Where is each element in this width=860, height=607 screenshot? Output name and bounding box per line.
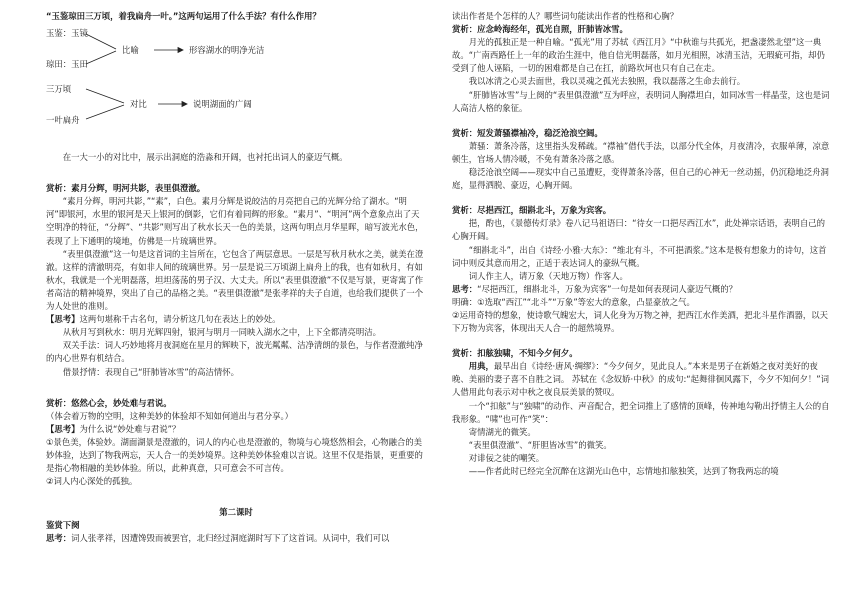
paragraph: ①景色美，体验妙。湖面湖景是澄澈的，词人的内心也是澄澈的，物境与心境悠然相会，心物融合的美妙体验，达到了物我两忘，天人合一的美妙境界。这种美妙体验难以言说。这里不仅是指景，更重要的是指心物相融的美妙体验。所以，此种真意，只可意会不可言传。 — [46, 436, 423, 474]
diagram-item-bianzhou: 一叶扁舟 — [46, 115, 80, 126]
paragraph: “细斟北斗”，出自《诗经·小雅·大东》：“维北有斗，不可挹酒浆。”这本是极有想象力的诗句，这首词中则反其意而用之，正适于表达词人的豪纵气概。 — [452, 244, 827, 268]
diagram-result-1: 形容湖水的明净光洁 — [189, 45, 265, 56]
paragraph: 对诽佞之徒的嘲笑。 — [468, 452, 545, 463]
paragraph — [452, 360, 832, 399]
section-heading: 赏析：素月分辉，明河共影，表里俱澄澈。 — [46, 183, 206, 194]
section-heading: 赏析：尽挹西江，细斟北斗，万象为宾客。 — [452, 205, 612, 216]
question-1: “玉鉴琼田三万顷，着我扁舟一叶。”这两句运用了什么手法？有什么作用？ — [46, 11, 321, 21]
think-label: 思考： — [46, 533, 72, 544]
section-heading: 鉴赏下阕 — [46, 520, 80, 531]
think-label: 【思考】 — [46, 314, 80, 325]
lesson-title: 第二课时 — [219, 507, 253, 518]
think-question — [452, 283, 832, 296]
paragraph: ——作者此时已经完全沉醉在这湖光山色中，忘情地扣舷独笑，达到了物我两忘的境 — [468, 466, 779, 476]
paragraph: 寄情湖光的微笑。 — [468, 426, 536, 437]
think-question — [46, 532, 426, 545]
paragraph: 我以冰清之心灵去面世，我以灵魂之孤光去独照，我以磊落之生命去前行。 — [468, 76, 746, 87]
think-label: 【思考】 — [46, 423, 80, 434]
think-text: 词人张孝祥，因遭馋毁而被罢官，北归经过洞庭湖时写下了这首词。从词中，我们可以 — [71, 533, 390, 544]
diagram-item-qiongtian: 琼田：玉田 — [46, 59, 88, 70]
paragraph: 挹，酌也，《景德传灯录》卷八记马祖语曰：“待女一口挹尽西江水”，此处禅宗话语，表明自己的心胸开阔。 — [452, 218, 826, 242]
paragraph: 明确：①选取“西江”“北斗”“万象”等宏大的意象，凸显豪放之气。 — [452, 296, 695, 307]
paragraph: 稳泛沧浪空阔——现实中自己虽遭贬，变得萧条冷落，但自己的心神无一丝动摇，仍沉稳地泛舟洞庭，显得洒脱、豪迈，心胸开阔。 — [452, 167, 829, 191]
paragraph: ②词人内心深处的孤独。 — [46, 476, 138, 487]
think-question — [46, 313, 426, 326]
paragraph: 在一大一小的对比中，展示出洞庭的浩淼和开阔，也衬托出词人的豪迈气概。 — [62, 152, 348, 163]
think-text: “尽挹西江，细斟北斗，万象为宾客”一句是如何表现词人豪迈气概的？ — [477, 283, 738, 294]
think-text: 为什么说“妙处难与君说”？ — [79, 423, 181, 434]
section-heading: 赏析：短发萧骚襟袖冷，稳泛沧浪空阔。 — [452, 127, 603, 138]
paragraph-text: 最早出自《诗经·唐风·绸缪》：“今夕何夕，见此良人。”本来是男子在新婚之夜对美好的夜晚、美丽的妻子喜不自胜之词。 苏轼在《念奴娇·中秋》的成句:“起舞徘徊风露下，今夕不知何夕！”词人借用此句表示对中秋之夜良辰美景的赞叹。 — [452, 361, 829, 398]
diagram-item-yujian: 玉鉴：玉镜 — [46, 28, 88, 39]
left-column — [46, 10, 426, 546]
emphasis: 用典， — [468, 361, 494, 372]
diagram-method-contrast: 对比 — [130, 99, 147, 110]
analysis-diagram — [46, 27, 426, 147]
think-label: 思考： — [452, 283, 478, 294]
paragraph: 词人作主人，请万象（天地万物）作客人。 — [468, 270, 628, 281]
paragraph: 借景抒情：表现自己“肝肺皆冰雪”的高洁情怀。 — [62, 366, 239, 377]
paragraph: 从秋月写到秋水：明月光辉四射，银河与明月一同映入湖水之中，上下全都清亮明洁。 — [62, 327, 382, 338]
paragraph: 萧骚：萧条冷落，这里指头发稀疏。“襟袖”借代手法，以部分代全体，月夜清冷，衣服单薄，凉意顿生，官场人情冷暖，不免有萧条冷落之感。 — [452, 140, 830, 164]
paragraph: 一个“扣舷”与“独啸”的动作、声音配合，把全词推上了感情的顶峰，传神地勾勒出抒情主人公的自我形象。“啸”也可作“笑”： — [452, 400, 830, 424]
section-heading: 赏析：悠然心会，妙处难与君说。 — [46, 397, 172, 408]
paragraph: “素月分辉，明河共影，”“素”，白色。素月分辉是说皎洁的月亮把自己的光辉分给了湖水。“明河”即银河，水里的银河是天上银河的倒影，它们有着同辉的形象。“素月”、“明河”两个意象点出了天空明净的特征，“分辉”、“共影”则写出了秋水长天一色的美景，这两句明点月华星晖，暗写波光水色，表现了上下通明的境地，仿佛是一片琉璃世界。 — [46, 196, 424, 246]
paragraph: 读出作者是个怎样的人？哪些词句能读出作者的性格和心胸？ — [452, 11, 679, 21]
paragraph: 双关手法：词人巧妙地将月夜洞庭在星月的辉映下，波光粼粼、洁净清朗的景色，与作者澄澈纯净的内心世界有机结合。 — [46, 340, 423, 364]
paragraph: “表里俱澄澈”这一句是这首词的主旨所在，它包含了两层意思。一层是写秋月秋水之美，就美在澄澈。这样的清澈明亮，有如非人间的琉璃世界。另一层是说三万顷湖上扁舟上的我，也有如秋月，有如秋水，我就是一个光明磊落，坦坦荡荡的男子汉、大丈夫。所以“表里俱澄澈”不仅是写景，更寄寓了作者高洁的精神境界，突出了自己的品格之美。“表里俱澄澈”是张孝祥的夫子自道，也给我们提供了一个为人处世的准则。 — [46, 248, 424, 312]
think-question — [46, 423, 426, 436]
right-column — [452, 10, 832, 478]
paragraph: 月光的孤独正是一种自喻。“孤光”用了苏轼《西江月》“中秋谁与共孤光，把盏凄然北望”这一典故。“广南西路任上一年的政治生涯中，他自信光明磊落，如月光相照，冰清玉洁，无瑕疵可指，却仍受到了他人诬陷，一切的困难都是自己在扛，前路坎坷也只有自己在走。 — [452, 37, 825, 74]
paragraph: “表里俱澄澈”、“肝胆皆冰雪”的微笑。 — [468, 439, 612, 450]
paragraph: ②运用奇特的想象，使诗歌气魄宏大，词人化身为万物之神，把西江水作美酒，把北斗星作酒器，以天下万物为宾客，体现出天人合一的超然境界。 — [452, 309, 829, 334]
think-text: 这两句堪称千古名句，请分析这几句在表达上的妙处。 — [79, 314, 281, 325]
paragraph: （体会着万物的空明，这种美妙的体验却不知如何道出与君分享。） — [46, 410, 294, 421]
diagram-method-metaphor: 比喻 — [122, 45, 139, 56]
paragraph: “肝肺皆冰雪”与上阕的“表里俱澄澈”互为呼应，表明词人胸襟坦白，如同冰雪一样晶莹，这也是词人高洁人格的象征。 — [452, 89, 830, 113]
section-heading: 赏析：应念岭海经年，孤光自照，肝肺皆冰雪。 — [452, 24, 628, 35]
diagram-item-sanwanqing: 三万顷 — [46, 84, 72, 95]
diagram-result-2: 说明湖面的广阔 — [193, 99, 252, 110]
section-heading: 赏析：扣舷独啸，不知今夕何夕。 — [452, 348, 578, 359]
